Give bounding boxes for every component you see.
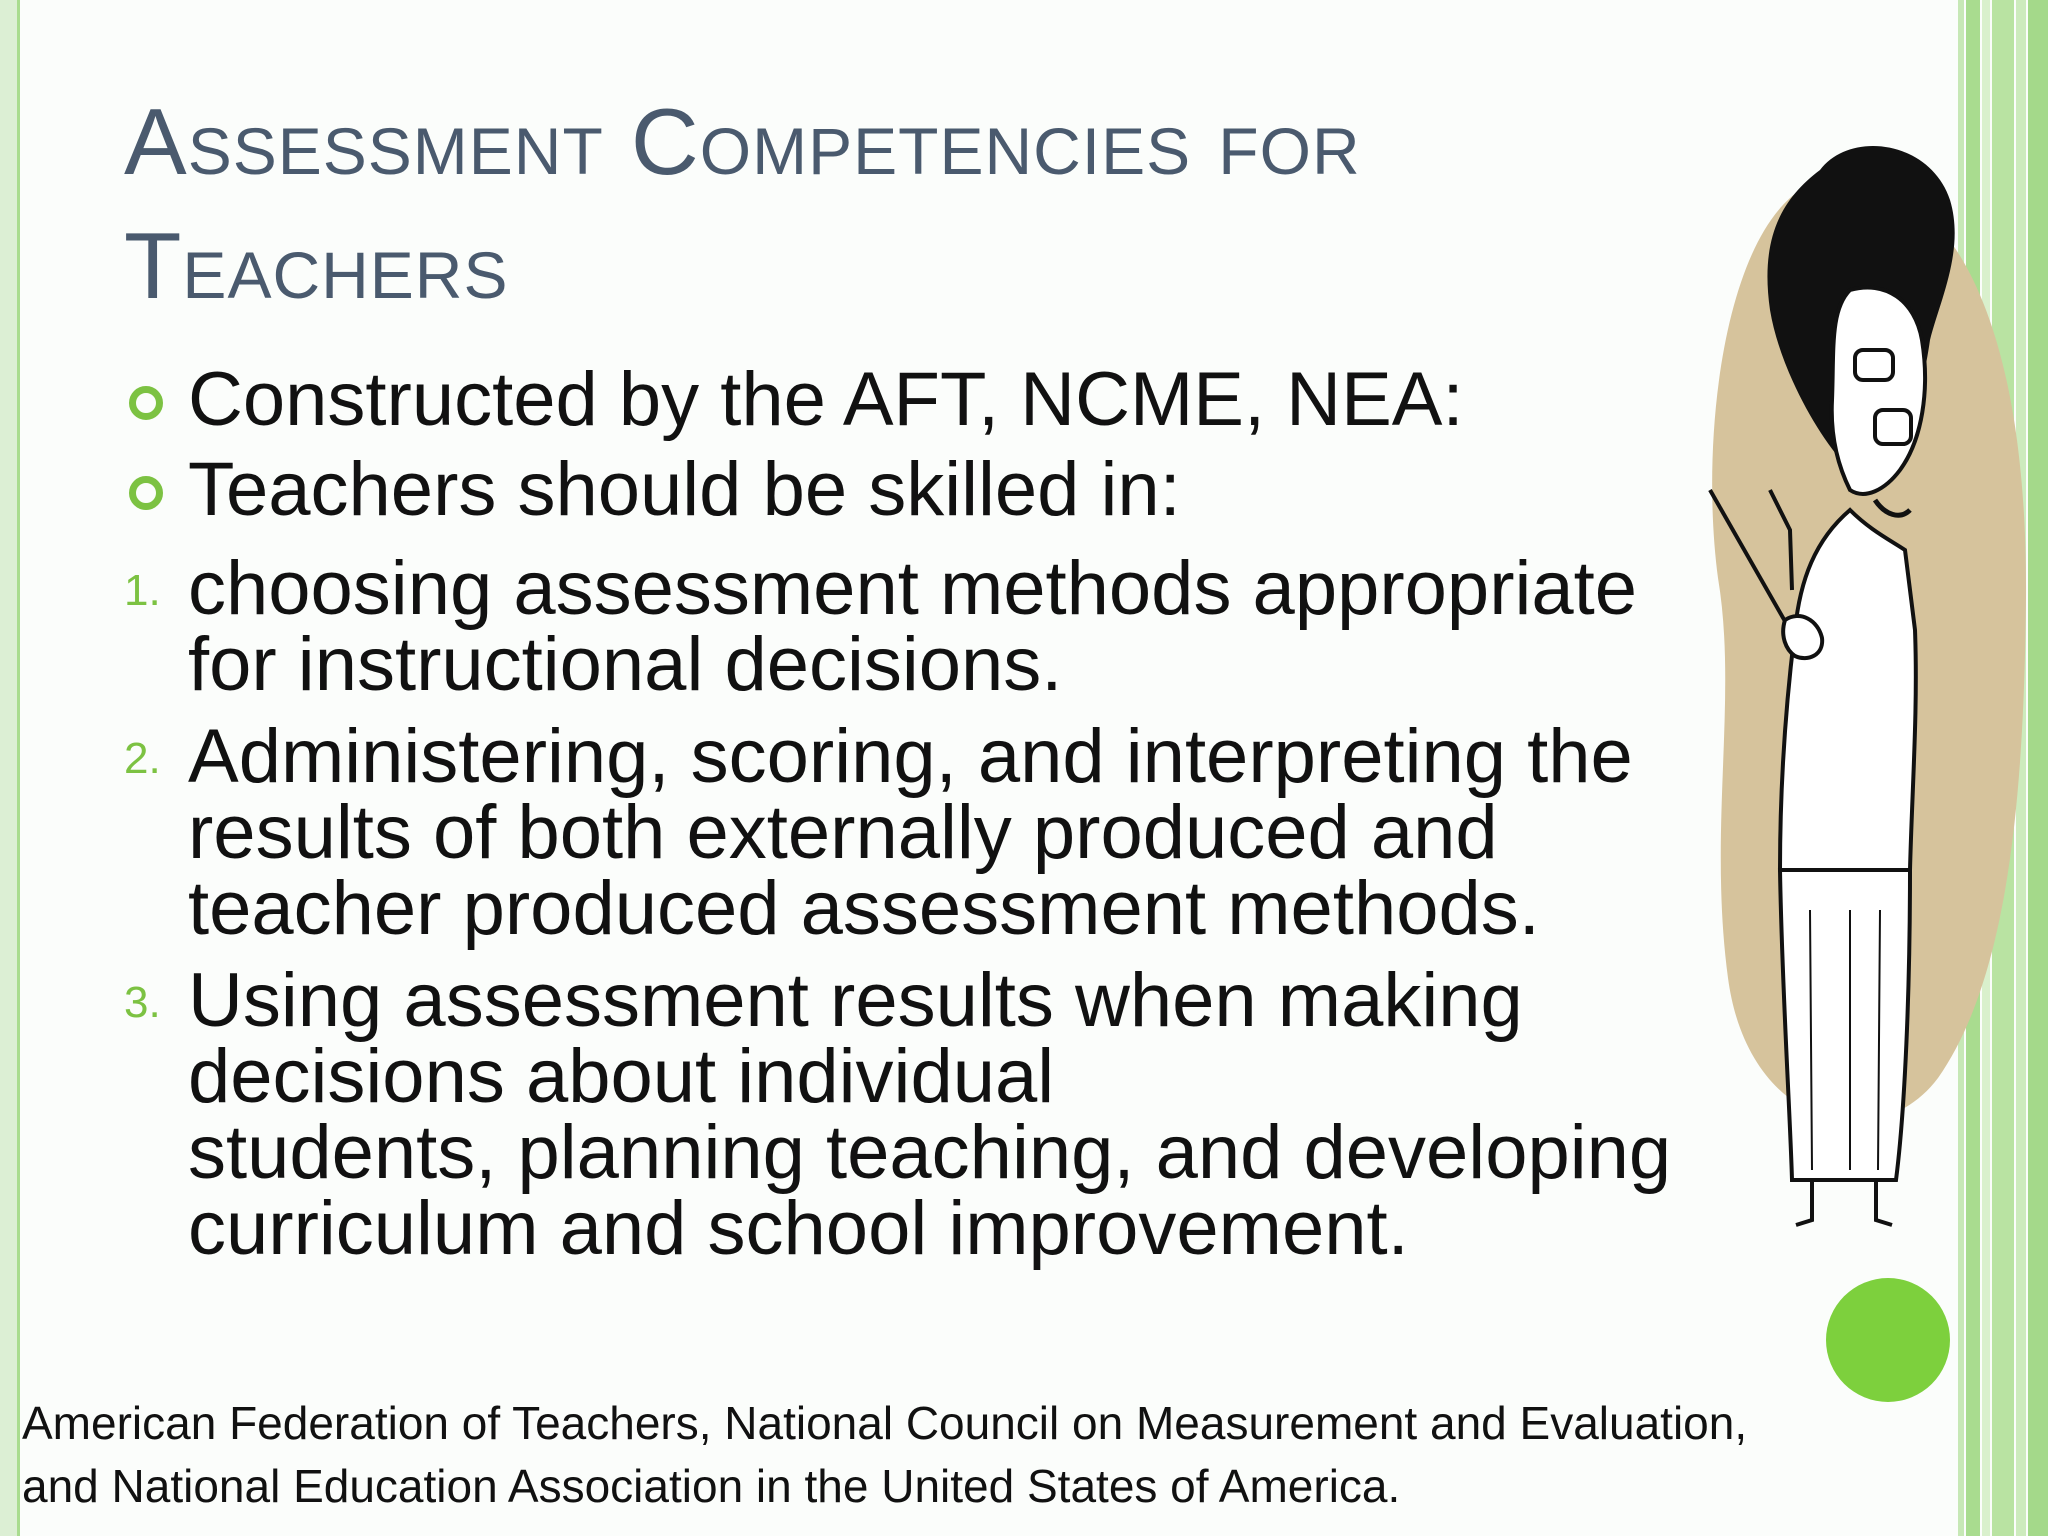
- numbered-item: [124, 958, 1764, 1271]
- footnote-line: and National Education Association in the United States of America.: [22, 1460, 1401, 1512]
- bullet-text: Teachers should be skilled in:: [188, 447, 1181, 532]
- left-border-bar: [0, 0, 20, 1536]
- item-line: choosing assessment methods appropriate: [188, 546, 1638, 631]
- numbered-item: [124, 546, 1764, 707]
- footnote-line: American Federation of Teachers, National Council on Measurement and Evaluation,: [22, 1397, 1748, 1449]
- ring-bullet-icon: [129, 386, 163, 420]
- item-number: 2.: [124, 734, 161, 783]
- item-line: curriculum and school improvement.: [188, 1186, 1409, 1271]
- item-line: teacher produced assessment methods.: [188, 866, 1540, 951]
- bullet-text: Constructed by the AFT, NCME, NEA:: [188, 357, 1464, 442]
- item-line: Administering, scoring, and interpreting the: [188, 714, 1633, 799]
- item-number: 1.: [124, 566, 161, 615]
- teacher-clipart: [1700, 110, 2040, 1240]
- slide-body: [124, 355, 1764, 1271]
- item-line: for instructional decisions.: [188, 622, 1063, 707]
- item-line: students, planning teaching, and developing: [188, 1110, 1672, 1195]
- source-footnote: [22, 1392, 1952, 1518]
- green-circle-decoration: [1826, 1278, 1950, 1402]
- numbered-item: [124, 714, 1764, 951]
- item-line: Using assessment results when making: [188, 958, 1523, 1043]
- item-line: decisions about individual: [188, 1034, 1055, 1119]
- bullet-item: [124, 445, 1764, 535]
- bullet-item: [124, 355, 1764, 445]
- ring-bullet-icon: [129, 476, 163, 510]
- slide-title: Assessment Competencies for Teachers: [124, 89, 1361, 318]
- item-number: 3.: [124, 978, 161, 1027]
- item-line: results of both externally produced and: [188, 790, 1498, 875]
